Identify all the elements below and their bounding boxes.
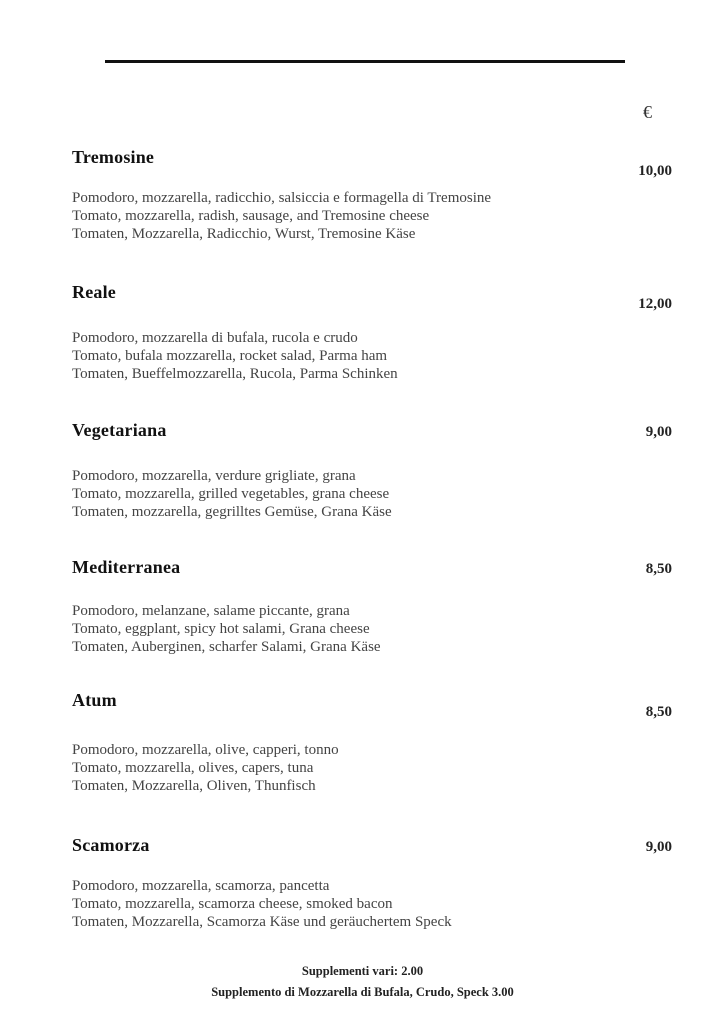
item-description: [72, 329, 398, 383]
description-line: Tomaten, Mozzarella, Radicchio, Wurst, Tremosine Käse: [72, 226, 416, 242]
item-price: 12,00: [638, 296, 672, 312]
description-line: Pomodoro, mozzarella, verdure grigliate, grana: [72, 468, 356, 484]
description-line: Pomodoro, mozzarella, scamorza, pancetta: [72, 878, 330, 894]
item-description: [72, 741, 339, 795]
item-name: Mediterranea: [72, 557, 181, 577]
description-line: Tomato, mozzarella, radish, sausage, and Tremosine cheese: [72, 208, 430, 224]
description-line: Pomodoro, mozzarella di bufala, rucola e crudo: [72, 330, 358, 346]
item-description: [72, 877, 452, 931]
description-line: Tomato, mozzarella, olives, capers, tuna: [72, 760, 314, 776]
supplements-note: Supplementi vari: 2.00: [301, 964, 424, 978]
item-name: Vegetariana: [72, 420, 167, 440]
item-description: [72, 602, 381, 656]
description-line: Tomaten, mozzarella, gegrilltes Gemüse, Grana Käse: [72, 504, 392, 520]
item-description: [72, 467, 392, 521]
description-line: Tomaten, Auberginen, scharfer Salami, Grana Käse: [72, 639, 381, 655]
item-price: 8,50: [645, 561, 672, 577]
item-price: 9,00: [645, 839, 672, 855]
item-name: Reale: [72, 282, 116, 302]
item-name: Tremosine: [72, 147, 155, 167]
description-line: Tomato, mozzarella, scamorza cheese, smoked bacon: [72, 896, 393, 912]
item-price: 8,50: [645, 704, 672, 720]
item-description: [72, 189, 491, 243]
top-divider: [105, 60, 625, 63]
description-line: Tomato, eggplant, spicy hot salami, Grana cheese: [72, 621, 370, 637]
description-line: Pomodoro, mozzarella, radicchio, salsiccia e formagella di Tremosine: [72, 190, 492, 206]
description-line: Pomodoro, mozzarella, olive, capperi, tonno: [72, 742, 339, 758]
item-price: 9,00: [645, 424, 672, 440]
currency-symbol: €: [643, 102, 652, 122]
item-name: Scamorza: [72, 835, 150, 855]
description-line: Tomato, bufala mozzarella, rocket salad, Parma ham: [72, 348, 388, 364]
description-line: Tomato, mozzarella, grilled vegetables, grana cheese: [72, 486, 390, 502]
description-line: Pomodoro, melanzane, salame piccante, grana: [72, 603, 350, 619]
supplements-mozzarella-note: Supplemento di Mozzarella di Bufala, Crudo, Speck 3.00: [211, 985, 514, 999]
description-line: Tomaten, Bueffelmozzarella, Rucola, Parma Schinken: [72, 366, 398, 382]
item-price: 10,00: [638, 163, 672, 179]
description-line: Tomaten, Mozzarella, Oliven, Thunfisch: [72, 778, 316, 794]
description-line: Tomaten, Mozzarella, Scamorza Käse und geräuchertem Speck: [72, 914, 452, 930]
item-name: Atum: [72, 690, 117, 710]
